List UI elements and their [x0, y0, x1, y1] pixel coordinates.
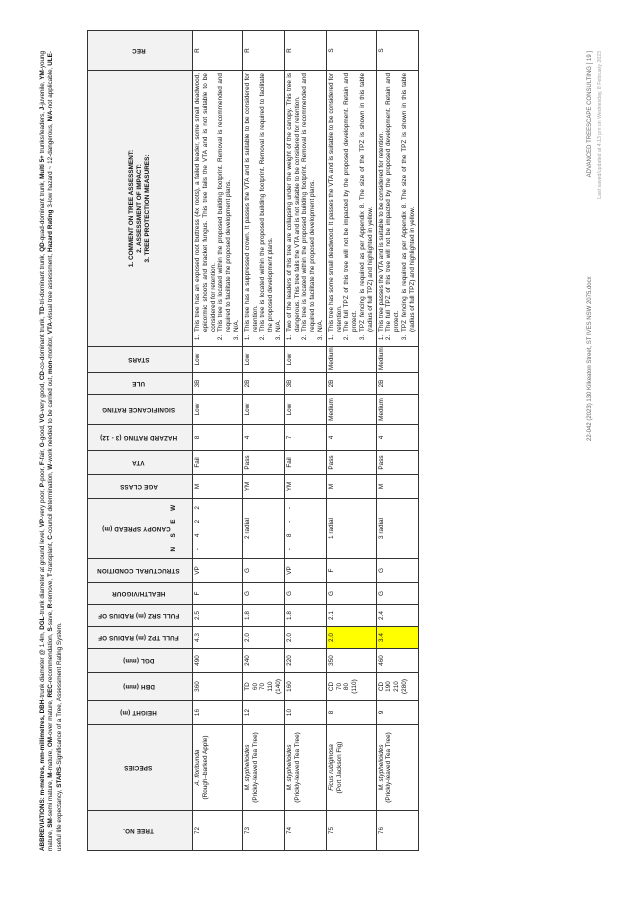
abbrev-part: -very good,: [39, 380, 46, 414]
species-common: (Rough–barked Apple): [201, 735, 209, 800]
species-latin: A. floribunda: [194, 749, 201, 786]
abbrev-part: -trunk diameter @ 1.4m,: [39, 629, 46, 700]
header-ule: ULE: [88, 373, 193, 395]
canopy-value: -: [285, 548, 293, 551]
recommendation: S: [326, 31, 376, 71]
comment-list: [244, 73, 283, 344]
age-class: M: [326, 475, 376, 499]
dbh-value: (140): [274, 679, 282, 694]
abbrev-part: 3-low hazard ~ 12-dangerous,: [47, 121, 55, 210]
assessment-comments: [326, 71, 376, 347]
abbrev-part: J: [39, 106, 46, 111]
abbrev-part: -juvenile,: [39, 79, 46, 107]
canopy-spread: 1 radial: [326, 499, 376, 559]
stars: Medium: [326, 347, 376, 373]
abbrev-part: N/A: [47, 110, 55, 122]
abbrev-part: G: [39, 442, 46, 448]
abbrev-part: -transplant,: [47, 539, 55, 574]
dbh-value: CD: [377, 681, 385, 692]
srz-radius: 1.8: [242, 605, 284, 627]
vta: Pass: [376, 451, 418, 475]
footer-last-saved: Last saved/updated at 4:13 pm on Wednesday, 8 February 2023: [597, 51, 603, 199]
abbrev-part: M: [47, 772, 55, 778]
dbh-value: CD: [327, 681, 335, 692]
dbh-value: 70: [259, 682, 267, 691]
dgl: 460: [376, 649, 418, 673]
structural-condition: F: [326, 559, 376, 583]
table-row: [242, 31, 284, 851]
abbrev-part: VTA: [47, 322, 55, 335]
ule: 3B: [284, 373, 326, 395]
structural-condition: VP: [284, 559, 326, 583]
header-dbh: DBH (mm): [88, 673, 193, 701]
canopy-spread: [284, 499, 326, 559]
comment-item: 2. The full TPZ of this tree will not be impacted by the proposed development. Retain and protect.: [343, 73, 359, 333]
height: 12: [242, 701, 284, 725]
abbrev-part: ULE: [47, 53, 55, 66]
abbrev-part: C: [47, 535, 55, 540]
abbrev-part: YM: [39, 70, 46, 80]
abbrev-part: S: [47, 627, 55, 632]
species: [284, 725, 326, 811]
canopy-dir-label: N: [170, 546, 178, 552]
header-vta: VTA: [88, 451, 193, 475]
canopy-value: 8: [285, 533, 293, 538]
assessment-comments: [242, 71, 284, 347]
tpz-radius: 4.3: [193, 627, 243, 649]
comment-item: 2. This tree is located within the proposed building footprint. Removal is required to facilitate the proposed development plans.: [259, 73, 275, 333]
dbh-value: 210: [393, 681, 401, 692]
vta: Pass: [242, 451, 284, 475]
srz-radius: 1.8: [284, 605, 326, 627]
dbh-value: 60: [251, 682, 259, 691]
table-row: [376, 31, 418, 851]
dgl: 350: [326, 649, 376, 673]
abbreviations-legend: [39, 51, 64, 851]
dbh: [193, 673, 243, 701]
recommendation: R: [193, 31, 243, 71]
abbrev-part: mm-millimetres,: [39, 713, 46, 764]
stars: Low: [242, 347, 284, 373]
tree-assessment-table: [87, 30, 419, 851]
header-srz: FULL SRZ (m) RADIUS OF: [88, 605, 193, 627]
dbh-value: 70: [335, 682, 343, 691]
abbrev-part: -young mature,: [39, 50, 55, 851]
age-class: YM: [242, 475, 284, 499]
abbrev-part: STARS: [55, 766, 63, 788]
health-vigour: G: [326, 583, 376, 605]
abbrev-part: QD: [39, 242, 46, 252]
abbrev-part: -not applicable,: [47, 65, 55, 111]
dbh-value: 110: [267, 681, 275, 692]
canopy-value: 4: [194, 533, 201, 538]
height: 8: [326, 701, 376, 725]
abbrev-part: -semi mature,: [47, 777, 55, 819]
abbrev-part: -Significance of a Tree, Assessment Rating System.: [55, 622, 63, 767]
structural-condition: VP: [193, 559, 243, 583]
stars: Medium: [376, 347, 418, 373]
comment-item: 3. TPZ fencing is required as per Appendix 8. The size of the TPZ is shown in this table (radius of full TPZ) and highlighted in yellow.: [359, 73, 375, 333]
dbh: [284, 673, 326, 701]
header-rec: REC: [88, 31, 193, 71]
abbrev-part: REC: [47, 684, 55, 698]
abbrev-part: Hazard Rating: [47, 209, 55, 252]
comment-item: 2. The full TPZ of this tree will not be impacted by the proposed development. Retain and protect.: [385, 73, 401, 333]
age-class: M: [193, 475, 243, 499]
canopy-dir-label: W: [170, 504, 178, 511]
abbrev-part: -monitor,: [47, 334, 55, 361]
tpz-radius: 2.0: [242, 627, 284, 649]
footer-document-name: 22-042 (2023) 130 Kilkeaton Street, ST IVES NSW 2075.docx: [587, 276, 593, 441]
abbrev-part: -very poor,: [39, 487, 46, 519]
hazard-rating: 4: [242, 425, 284, 451]
tpz-radius: 2.0: [326, 627, 376, 649]
abbrev-part: trunks/leaders,: [39, 110, 46, 156]
species: [326, 725, 376, 811]
abbrev-part: W: [47, 463, 55, 470]
species: [193, 725, 243, 811]
species: [242, 725, 284, 811]
canopy-dir-label: E: [170, 519, 178, 524]
abbrev-part: m-metres,: [39, 763, 46, 798]
comment-item: 1. This tree has an exposed root buttress (4x roots), a failed leader, some small deadwood, epicormic shoots and bracket fungus. This tree fails the VTA and is not suitable to be considered for retention.: [194, 73, 217, 333]
tree-no: 74: [284, 811, 326, 851]
canopy-value: -: [194, 548, 201, 551]
dbh-value: 360: [194, 681, 201, 692]
vta: Pass: [326, 451, 376, 475]
comment-list: [286, 73, 325, 344]
dbh-value: TD: [243, 682, 251, 691]
abbrev-part: -work needed to be carried out,: [47, 373, 55, 464]
ule: 2B: [242, 373, 284, 395]
species: [376, 725, 418, 811]
abbrev-part: VP: [39, 518, 46, 528]
abbrev-part: R: [47, 603, 55, 609]
header-stars: STARS: [88, 347, 193, 373]
abbrev-part: VG: [39, 413, 46, 423]
abbrev-part: -trunk diameter at ground level,: [39, 527, 46, 617]
hazard-rating: 8: [193, 425, 243, 451]
abbrev-part: -council determination,: [47, 469, 55, 536]
species-latin: Ficus rubiginosa: [327, 744, 335, 791]
ule: 2B: [376, 373, 418, 395]
height: 9: [376, 701, 418, 725]
abbrev-part: -visual tree assessment,: [47, 251, 55, 323]
health-vigour: F: [193, 583, 243, 605]
comment-list: [378, 73, 417, 344]
comment-item: 1. This tree passes the VTA and is suitable to be considered for retention.: [378, 73, 386, 333]
abbrev-part: DBH: [39, 699, 46, 714]
abbrev-part: -tri-dominant trunk,: [39, 251, 46, 307]
abbrev-part: -good,: [39, 422, 46, 443]
header-tree-no: TREE NO.: [88, 811, 193, 851]
assessment-comments: [193, 71, 243, 347]
species-common: (Prickly-leaved Tea Tree): [251, 732, 259, 803]
abbrev-part: CD: [39, 371, 46, 381]
comment-list: [194, 73, 241, 344]
comment-item: 2. This tree is located within the proposed building footprint. Removal is recommended and required to facilitate the proposed development plans.: [301, 73, 317, 333]
species-common: (Prickly-leaved Tea Tree): [293, 732, 301, 803]
header-health: HEALTH/VIGOUR: [88, 583, 193, 605]
recommendation: R: [242, 31, 284, 71]
abbrev-part: -over mature,: [47, 697, 55, 737]
abbrev-part: -mature,: [47, 747, 55, 773]
hazard-rating: 7: [284, 425, 326, 451]
height: 10: [284, 701, 326, 725]
header-significance: SIGNIFICANCE RATING: [88, 395, 193, 425]
species-latin: M. styphelioides: [243, 744, 251, 791]
hazard-rating: 4: [376, 425, 418, 451]
table-row: [284, 31, 326, 851]
abbrev-part: mon: [47, 360, 55, 374]
dbh-value: 190: [385, 681, 393, 692]
species-latin: M. styphelioides: [285, 744, 293, 791]
tree-no: 73: [242, 811, 284, 851]
tree-no: 75: [326, 811, 376, 851]
canopy-spread: 3 radial: [376, 499, 418, 559]
age-class: M: [376, 475, 418, 499]
abbrev-part: OM: [47, 736, 55, 748]
srz-radius: 2.4: [376, 605, 418, 627]
dbh-value: 80: [343, 682, 351, 691]
age-class: YM: [284, 475, 326, 499]
assessment-comments: [284, 71, 326, 347]
canopy-spread: 2 radial: [242, 499, 284, 559]
tpz-radius: 2.0: [284, 627, 326, 649]
dgl: 490: [193, 649, 243, 673]
hazard-rating: 4: [326, 425, 376, 451]
structural-condition: G: [242, 559, 284, 583]
abbrev-part: -poor,: [39, 465, 46, 484]
abbrev-part: -quad-dominant trunk,: [39, 178, 46, 243]
health-vigour: G: [284, 583, 326, 605]
health-vigour: G: [376, 583, 418, 605]
header-hazard: HAZARD RATING (3 - 12): [88, 425, 193, 451]
species-latin: M. styphelioides: [377, 744, 385, 791]
abbrev-part: DGL: [39, 616, 46, 630]
abbrev-part: T: [47, 573, 55, 577]
header-tpz: FULL TPZ (m) RADIUS OF: [88, 627, 193, 649]
canopy-value: -: [285, 520, 293, 523]
tree-no: 72: [193, 811, 243, 851]
comment-item: 1. This tree has some small deadwood. It passes the VTA and is suitable to be considered for retention.: [328, 73, 344, 333]
abbrev-part: SM: [47, 818, 55, 828]
footer-company-page: ADVANCED TREESCAPE CONSULTING [ 19 ]: [587, 51, 593, 178]
significance-rating: Low: [242, 395, 284, 425]
abbrev-part: Multi 5+: [39, 155, 46, 179]
dbh-value: (110): [351, 679, 359, 694]
assessment-comments: [376, 71, 418, 347]
header-age: AGE CLASS: [88, 475, 193, 499]
height: 16: [193, 701, 243, 725]
header-height: HEIGHT (m): [88, 701, 193, 725]
significance-rating: Low: [284, 395, 326, 425]
significance-rating: Low: [193, 395, 243, 425]
comment-item: 3. TPZ fencing is required as per Appendix 8. The size of the TPZ is shown in this table (radius of full TPZ) and highlighted in yellow.: [401, 73, 417, 333]
page-footer: [587, 51, 593, 441]
comment-item: 3. N/A.: [275, 73, 283, 333]
canopy-value: -: [285, 506, 293, 509]
canopy-value: 2: [194, 506, 201, 510]
abbrev-part: TD: [39, 306, 46, 315]
dbh-value: (280): [400, 679, 408, 694]
abbrev-part: -recommendation,: [47, 631, 55, 685]
dbh-value: 160: [285, 681, 293, 692]
comment-item: 3. N/A.: [233, 73, 241, 333]
rotated-page: [31, 30, 606, 871]
srz-radius: 2.5: [193, 605, 243, 627]
header-structural: STRUCTURAL CONDITION: [88, 559, 193, 583]
canopy-direction-labels: [170, 501, 178, 556]
dgl: 220: [284, 649, 326, 673]
tree-no: 76: [376, 811, 418, 851]
abbrev-part: -fair,: [39, 447, 46, 462]
header-dgl: DGL (mm): [88, 649, 193, 673]
structural-condition: G: [376, 559, 418, 583]
table-row: [193, 31, 243, 851]
stars: Low: [284, 347, 326, 373]
vta: Fail: [284, 451, 326, 475]
comment-item: 3. N/A.: [317, 73, 325, 333]
header-comment: 1. COMMENT ON TREE ASSESSMENT: 2. ASSESSMENT OF IMPACT: 3. TREE PROTECTION MEASURES:: [88, 71, 193, 347]
significance-rating: Medium: [376, 395, 418, 425]
recommendation: R: [284, 31, 326, 71]
comment-item: 2. This tree is located within the proposed building footprint. Removal is recommended and required to facilitate the proposed development plans.: [217, 73, 233, 333]
canopy-value: 2: [194, 519, 201, 524]
health-vigour: G: [242, 583, 284, 605]
table-row: [326, 31, 376, 851]
comment-item: 1. This tree has a suppressed crown. It passes the VTA and is suitable to be considered for retention.: [244, 73, 260, 333]
dgl: 240: [242, 649, 284, 673]
ule: 3B: [193, 373, 243, 395]
dbh: [376, 673, 418, 701]
recommendation: S: [376, 31, 418, 71]
srz-radius: 2.1: [326, 605, 376, 627]
species-common: (Prickly-leaved Tea Tree): [385, 732, 393, 803]
ule: 2B: [326, 373, 376, 395]
canopy-spread: [193, 499, 243, 559]
stars: Low: [193, 347, 243, 373]
abbrev-part: ABBREVIATIONS:: [39, 797, 46, 851]
abbrev-part: F: [39, 461, 46, 466]
header-canopy: CANOPY SPREAD (m) N S E W: [88, 499, 193, 559]
tpz-radius: 3.4: [376, 627, 418, 649]
abbrev-part: -remove,: [47, 576, 55, 604]
header-species: SPECIES: [88, 725, 193, 811]
comment-list: [328, 73, 375, 344]
canopy-dir-label: S: [170, 533, 178, 538]
abbrev-part: -save,: [47, 608, 55, 628]
table-header-row: [88, 31, 193, 851]
dbh: [326, 673, 376, 701]
abbrev-part: -co-dominant trunk,: [39, 314, 46, 372]
vta: Fail: [193, 451, 243, 475]
comment-item: 1. Two of the leaders of this tree are collapsing under the weight of the canopy. This tree is dangerous. This tree fails the VTA and is not suitable to be considered for retention.: [286, 73, 302, 333]
dbh: [242, 673, 284, 701]
abbrev-part: P: [39, 483, 46, 488]
abbrev-part: -useful life expectancy,: [47, 51, 63, 851]
species-common: (Port Jackson Fig): [335, 741, 343, 794]
significance-rating: Medium: [326, 395, 376, 425]
